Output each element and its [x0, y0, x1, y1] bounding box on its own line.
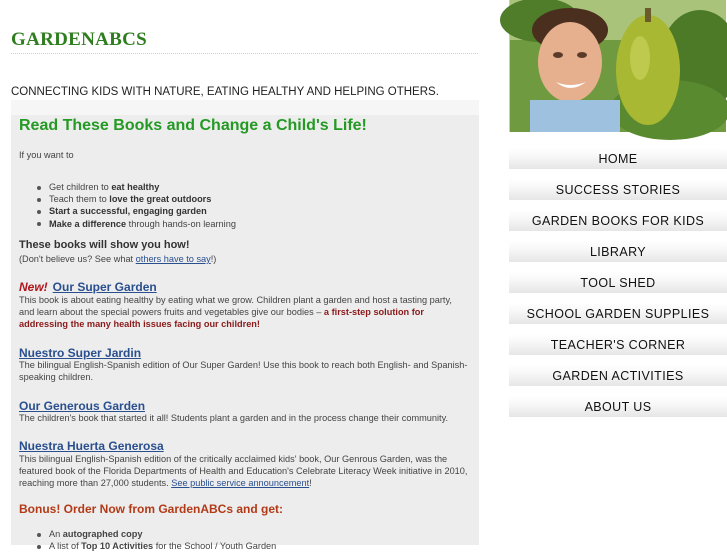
bonus-list: [37, 528, 276, 552]
list-item: Make a difference through hands-on learning: [37, 218, 236, 230]
list-item: Get children to eat healthy: [37, 181, 236, 193]
book-link-our-generous-garden[interactable]: Our Generous Garden: [19, 399, 146, 413]
book-link-nuestra-huerta-generosa[interactable]: Nuestra Huerta Generosa: [19, 439, 164, 453]
nav-item-success-stories[interactable]: SUCCESS STORIES: [509, 179, 727, 200]
content-top-band: [11, 100, 479, 115]
goals-list: [37, 181, 236, 230]
nav-item-garden-activities[interactable]: GARDEN ACTIVITIES: [509, 365, 727, 386]
list-item: Teach them to love the great outdoors: [37, 193, 236, 205]
nav-item-teachers-corner[interactable]: TEACHER'S CORNER: [509, 334, 727, 355]
book-description: This book is about eating healthy by eating what we grow. Children plant a garden and host a tasting party, and learn about the special powers fruits and vegetables give our bodies – a first-step solution for addressing the many health issues facing our children!: [19, 295, 452, 329]
book-link-our-super-garden[interactable]: Our Super Garden: [52, 280, 157, 294]
show-how-heading: These books will show you how!: [19, 239, 190, 251]
nav-item-garden-books[interactable]: GARDEN BOOKS FOR KIDS: [509, 210, 727, 231]
list-item: A list of Top 10 Activities for the School / Youth Garden: [37, 540, 276, 552]
header-photo: [509, 0, 725, 132]
main-content: [11, 100, 479, 552]
bonus-heading: Bonus! Order Now from GardenABCs and get:: [19, 502, 284, 516]
new-badge: New!: [19, 280, 48, 294]
nav-item-tool-shed[interactable]: TOOL SHED: [509, 272, 727, 293]
title-divider: [11, 53, 478, 54]
list-item: An autographed copy: [37, 528, 276, 540]
testimonials-note: (Don't believe us? See what others have to say!): [19, 254, 217, 264]
book-description: The children's book that started it all! Students plant a garden and in the process change their community.: [19, 413, 449, 423]
site-title[interactable]: GARDENABCS: [11, 29, 148, 50]
intro-text: If you want to: [19, 150, 74, 160]
nav-item-library[interactable]: LIBRARY: [509, 241, 727, 262]
main-nav: [509, 148, 727, 427]
nav-item-home[interactable]: HOME: [509, 148, 727, 169]
boy-with-squash-image: [510, 0, 726, 132]
page-headline: Read These Books and Change a Child's Life!: [19, 117, 367, 134]
nav-item-school-garden-supplies[interactable]: SCHOOL GARDEN SUPPLIES: [509, 303, 727, 324]
book-description: The bilingual English-Spanish edition of Our Super Garden! Use this book to reach both English- and Spanish-speaking children.: [19, 360, 468, 382]
testimonials-link[interactable]: others have to say: [135, 254, 211, 264]
list-item: Start a successful, engaging garden: [37, 205, 236, 217]
book-link-nuestro-super-jardin[interactable]: Nuestro Super Jardin: [19, 346, 142, 360]
book-description: This bilingual English-Spanish edition of the critically acclaimed kids' book, Our Genrous Garden, was the featured book of the Florida Departments of Health and Education's Celebrate Literacy Week initiative in 2010, reaching more than 27,000 students. See public service announcement!: [19, 454, 468, 488]
tagline: CONNECTING KIDS WITH NATURE, EATING HEALTHY AND HELPING OTHERS.: [11, 86, 439, 98]
nav-item-about-us[interactable]: ABOUT US: [509, 396, 727, 417]
psa-link[interactable]: See public service announcement: [171, 478, 310, 488]
